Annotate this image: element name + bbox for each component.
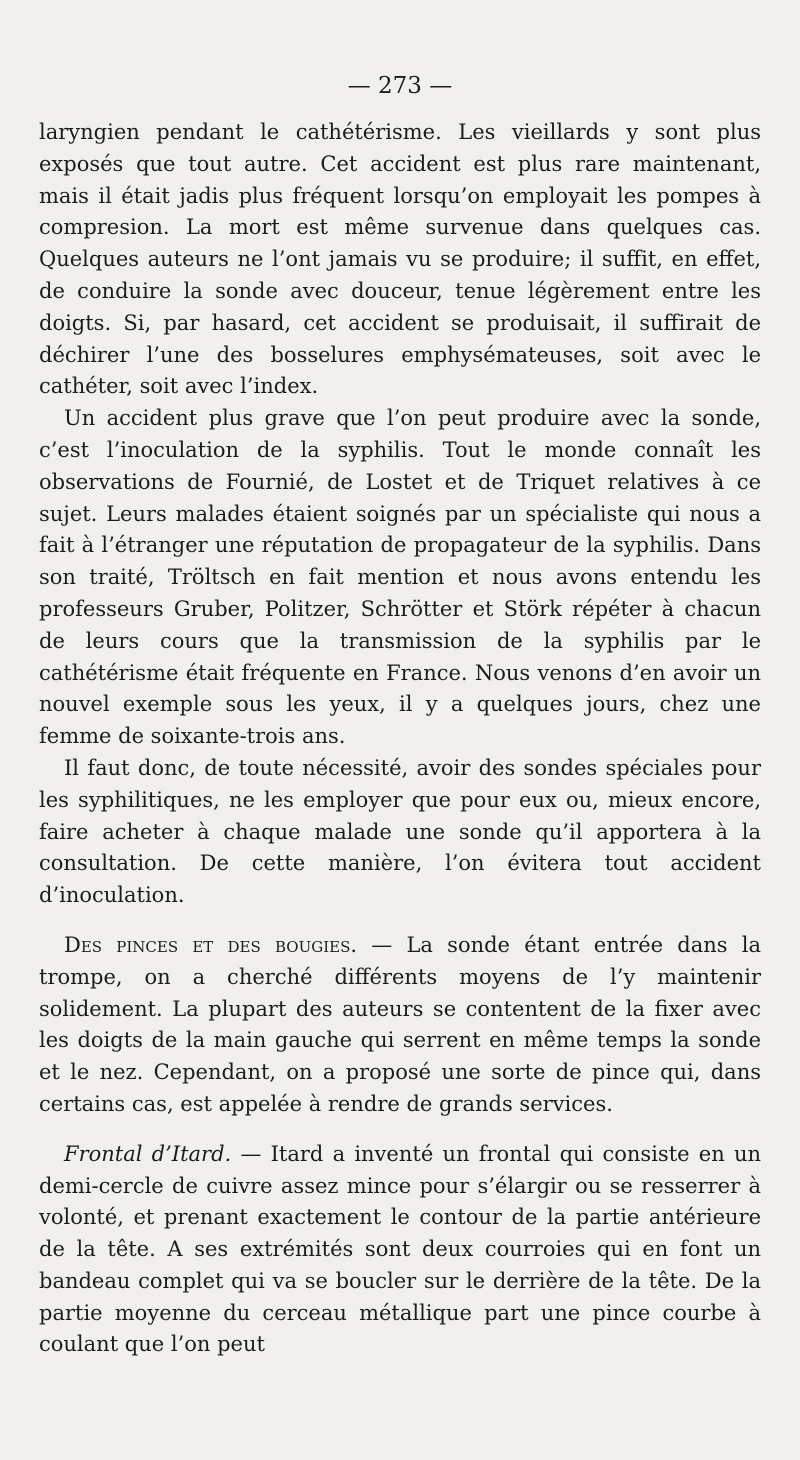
paragraph-frontal-itard-text: — Itard a inventé un frontal qui consiste en un demi-cercle de cuivre assez mince pour s’élargir ou se resserrer à volonté, et prenant exactement le contour de la partie antérieure de la tête. A ses extrémités sont deux courroies qui en font un bandeau complet qui va se boucler sur le derrière de la tête. De la partie moyenne du cerceau métallique part une pince courbe à coulant que l’on peut	[39, 1141, 761, 1357]
paragraph-special-probes: Il faut donc, de toute nécessité, avoir des sondes spéciales pour les syphilitiques, ne les employer que pour eux ou, mieux encore, faire acheter à chaque malade une sonde qu’il apportera à la consultation. De cette manière, l’on évitera tout accident d’inoculation.	[39, 755, 761, 908]
paragraph-pinces-bougies	[39, 930, 761, 1121]
body-text	[39, 117, 761, 1361]
paragraph-frontal-itard	[39, 1139, 761, 1362]
page-number: — 273 —	[347, 73, 453, 99]
section-heading-frontal-itard: Frontal d’Itard.	[64, 1141, 232, 1166]
section-heading-pinces-bougies: Des pinces et des bougies.	[64, 932, 358, 957]
paragraph-pinces-bougies-text: — La sonde étant entrée dans la trompe, on a cherché différents moyens de l’y maintenir solidement. La plupart des auteurs se contentent de la fixer avec les doigts de la main gauche qui serrent en même temps la sonde et le nez. Cependant, on a proposé une sorte de pince qui, dans certains cas, est appelée à rendre de grands services.	[39, 932, 761, 1116]
paragraph-continuation: laryngien pendant le cathétérisme. Les vieillards y sont plus exposés que tout autre. Cet accident est plus rare maintenant, mais il était jadis plus fréquent lorsqu’on employait les pompes à compresion. La mort est même survenue dans quelques cas. Quelques auteurs ne l’ont jamais vu se produire; il suffit, en effet, de conduire la sonde avec douceur, tenue légèrement entre les doigts. Si, par hasard, cet accident se produisait, il suffirait de déchirer l’une des bosselures emphysémateuses, soit avec le cathéter, soit avec l’index.	[39, 120, 761, 399]
paragraph-syphilis-inoculation: Un accident plus grave que l’on peut produire avec la sonde, c’est l’inoculation de la syphilis. Tout le monde connaît les observations de Fournié, de Lostet et de Triquet relatives à ce sujet. Leurs malades étaient soignés par un spécialiste qui nous a fait à l’étranger une réputation de propagateur de la syphilis. Dans son traité, Tröltsch en fait mention et nous avons entendu les professeurs Gruber, Politzer, Schrötter et Störk répéter à chacun de leurs cours que la transmission de la syphilis par le cathétérisme était fréquente en France. Nous venons d’en avoir un nouvel exemple sous les yeux, il y a quelques jours, chez une femme de soixante-trois ans.	[39, 406, 761, 749]
